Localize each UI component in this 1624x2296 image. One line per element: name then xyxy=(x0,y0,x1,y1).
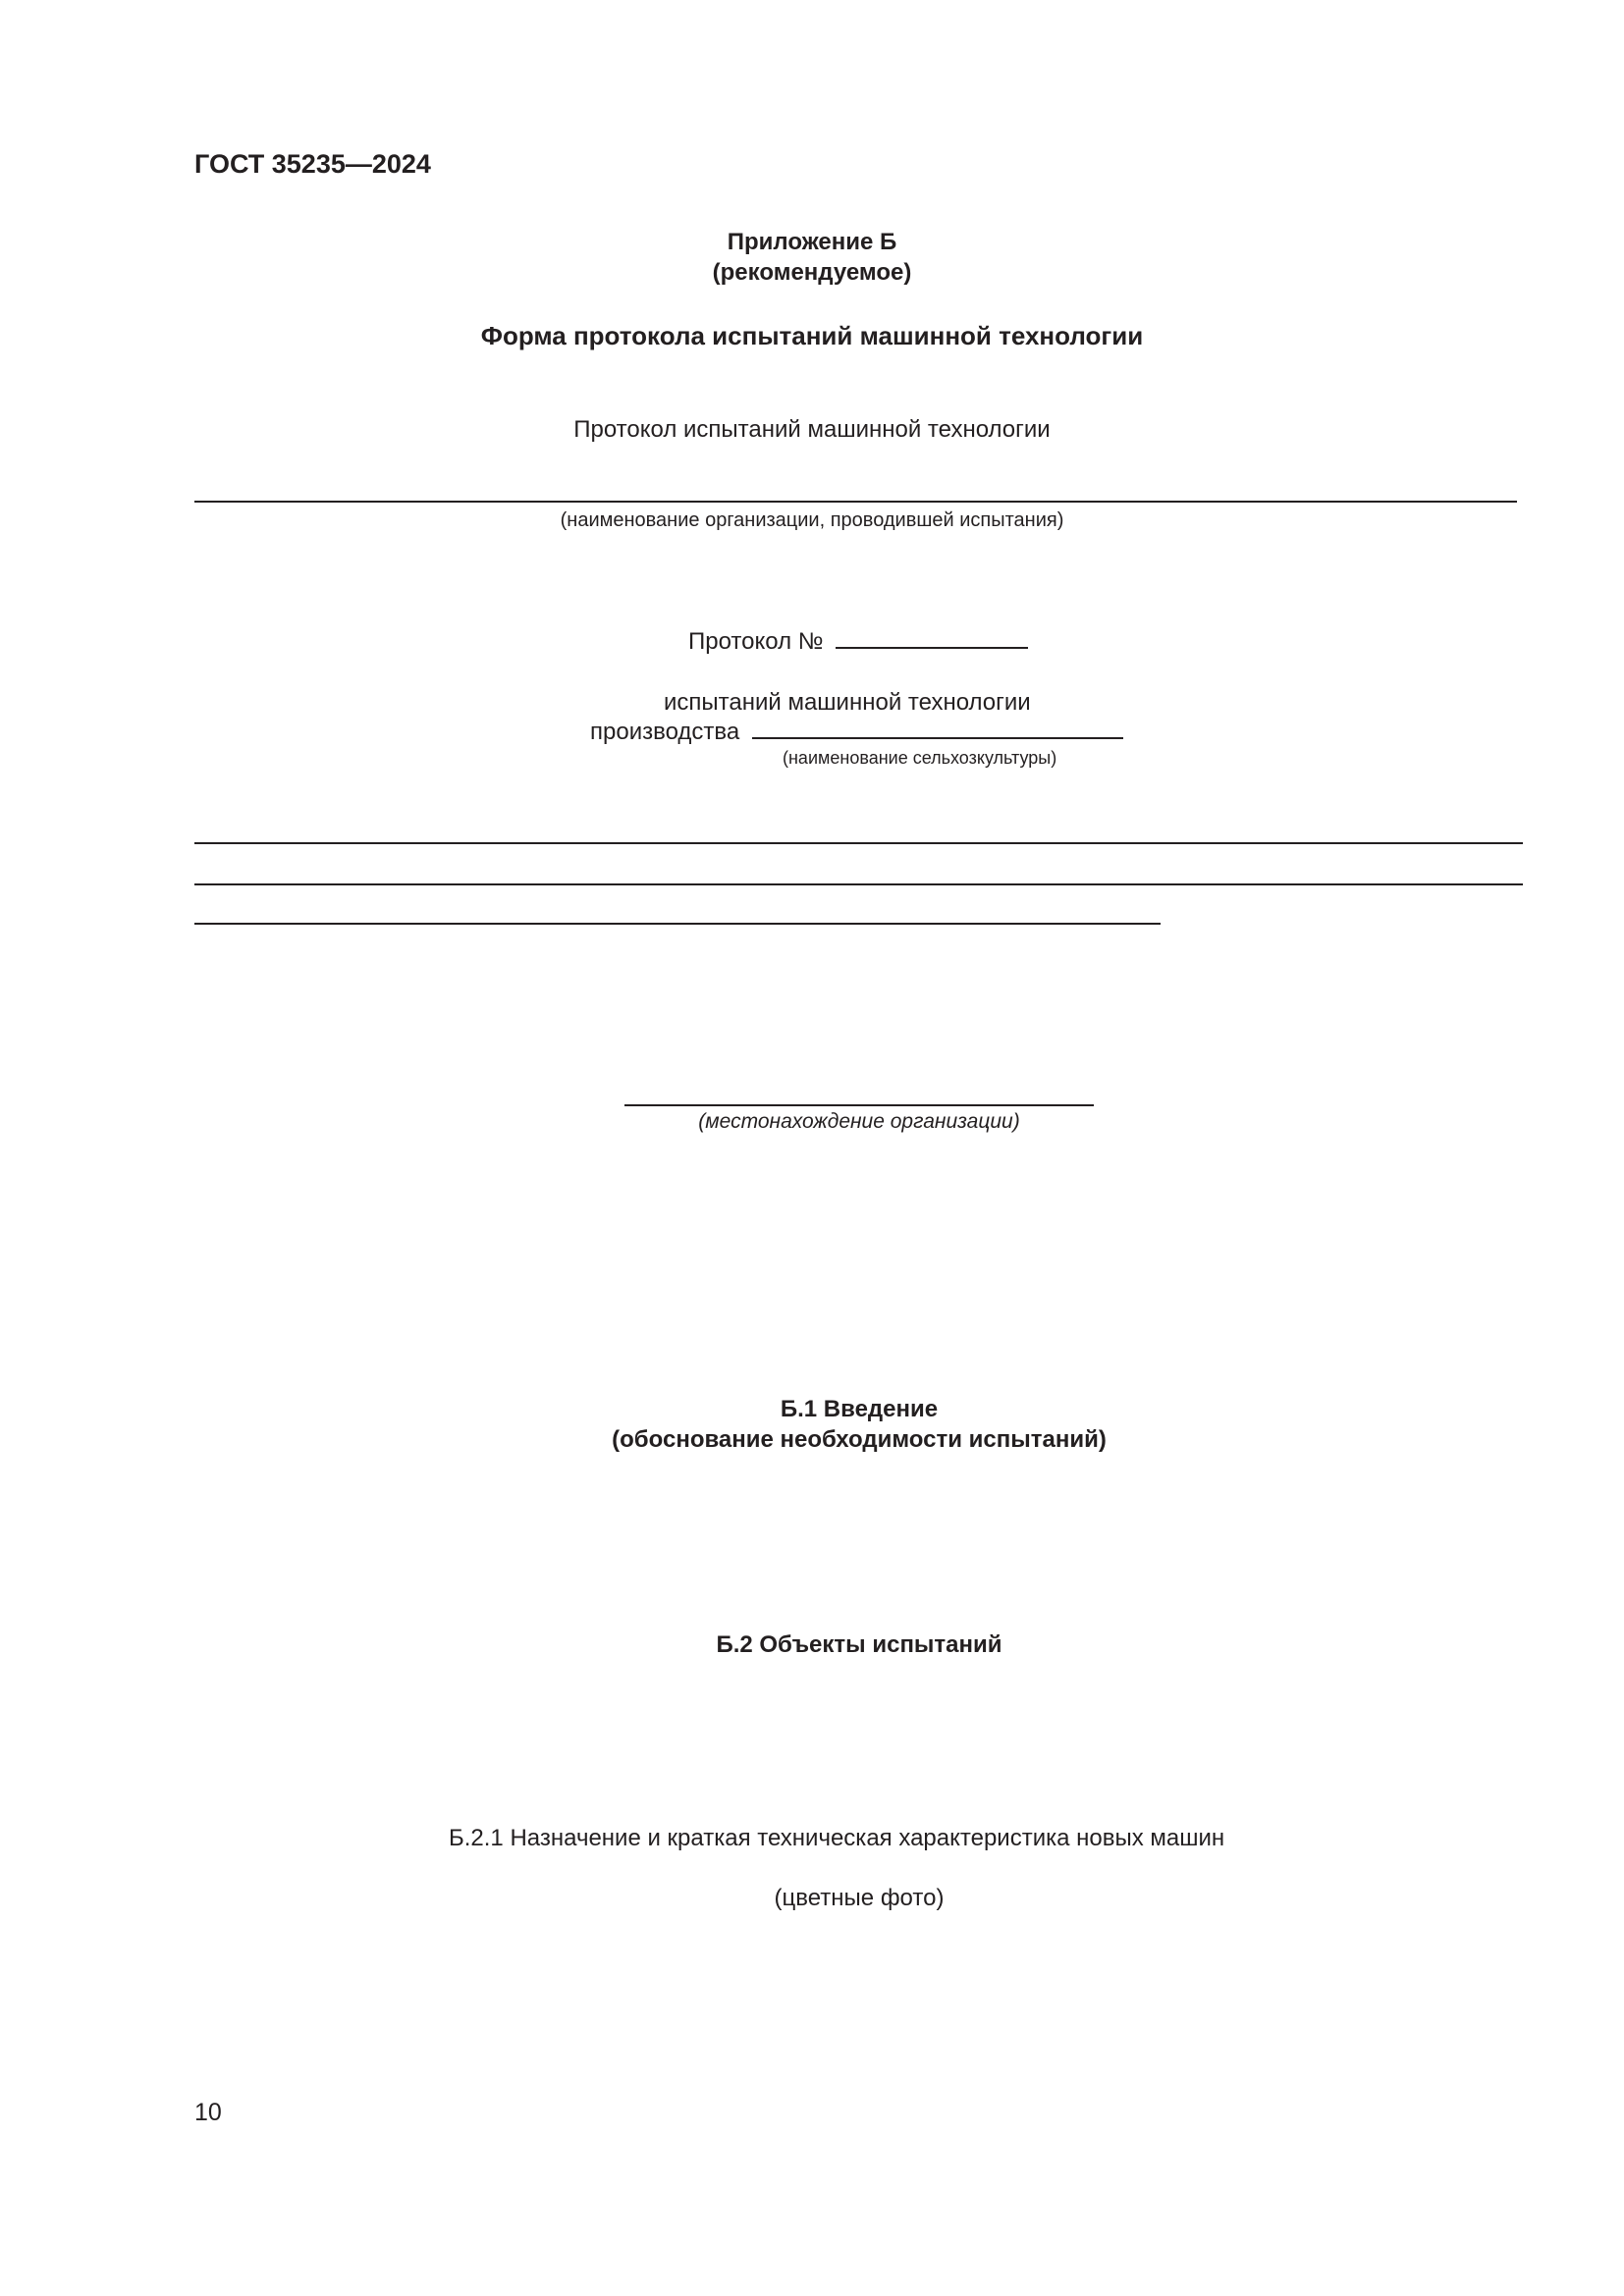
form-title: Форма протокола испытаний машинной технологии xyxy=(480,321,1144,350)
blank-line-2 xyxy=(194,883,1523,885)
subsection-b21-text: Б.2.1 Назначение и краткая техническая характеристика новых машин xyxy=(449,1825,1225,1851)
section-b1-subtitle: (обоснование необходимости испытаний) xyxy=(612,1426,1107,1453)
protocol-number-line xyxy=(836,647,1028,649)
appendix-title: Приложение Б xyxy=(727,229,897,255)
production-row xyxy=(590,719,1123,746)
section-b2-title: Б.2 Объекты испытаний xyxy=(716,1631,1002,1658)
section-b1-title: Б.1 Введение xyxy=(780,1396,939,1422)
page-number: 10 xyxy=(194,2099,222,2126)
crop-caption: (наименование сельхозкультуры) xyxy=(783,748,1057,768)
appendix-status: (рекомендуемое) xyxy=(712,259,912,286)
location-caption: (местонахождение организации) xyxy=(698,1110,1020,1133)
org-caption: (наименование организации, проводившей испытания) xyxy=(560,509,1064,531)
location-line xyxy=(624,1104,1094,1106)
protocol-number-label: Протокол № xyxy=(688,628,824,655)
tests-line: испытаний машинной технологии xyxy=(664,689,1031,716)
blank-line-3 xyxy=(194,923,1161,925)
crop-name-line xyxy=(752,737,1123,739)
production-label: производства xyxy=(590,719,740,745)
protocol-heading: Протокол испытаний машинной технологии xyxy=(573,416,1051,443)
standard-number: ГОСТ 35235—2024 xyxy=(194,149,431,179)
protocol-number-row xyxy=(688,628,1028,656)
subsection-b21-note: (цветные фото) xyxy=(774,1885,945,1911)
org-name-line xyxy=(194,501,1517,503)
blank-line-1 xyxy=(194,842,1523,844)
